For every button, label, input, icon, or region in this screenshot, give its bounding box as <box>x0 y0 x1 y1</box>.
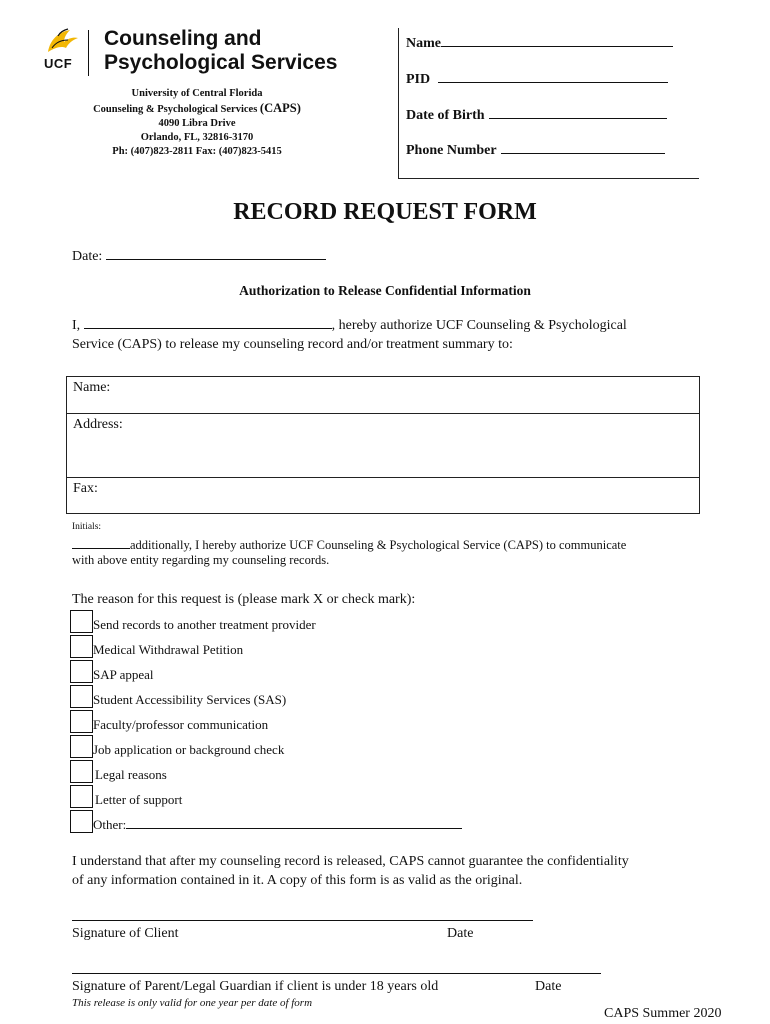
phone-label: Phone Number <box>406 143 497 158</box>
address-phone-fax: Ph: (407)823-2811 Fax: (407)823-5415 <box>112 146 282 157</box>
other-line[interactable] <box>126 817 462 829</box>
checkbox[interactable] <box>70 735 93 758</box>
patient-name-field[interactable] <box>406 34 673 52</box>
recipient-address-label: Address: <box>73 417 123 432</box>
pid-line[interactable] <box>438 70 668 83</box>
address-department <box>72 101 322 117</box>
address-caps-abbrev: (CAPS) <box>259 101 301 115</box>
reason-label: The reason for this request is (please mark X or check mark): <box>72 592 416 607</box>
guardian-date-label: Date <box>535 979 562 994</box>
checkbox[interactable] <box>70 635 93 658</box>
option-label: Send records to another treatment provider <box>93 617 316 632</box>
option-label: Job application or background check <box>93 742 285 757</box>
option-label: Medical Withdrawal Petition <box>93 642 244 657</box>
client-signature-label: Signature of Client <box>72 926 179 941</box>
recipient-name-field[interactable] <box>67 377 699 413</box>
client-signature-line[interactable] <box>72 920 533 921</box>
address-university: University of Central Florida <box>131 88 263 99</box>
checkbox[interactable] <box>70 685 93 708</box>
address-block <box>72 87 322 159</box>
guardian-signature-line[interactable] <box>72 973 601 974</box>
authorization-heading: Authorization to Release Confidential Information <box>239 283 531 298</box>
form-date-field[interactable] <box>72 248 326 265</box>
form-title: RECORD REQUEST FORM <box>233 199 537 225</box>
form-date-label: Date: <box>72 249 103 264</box>
checkbox[interactable] <box>70 760 93 783</box>
pid-label: PID <box>406 72 431 87</box>
org-title-line2: Psychological Services <box>104 51 338 74</box>
option-label: Letter of support <box>95 792 183 807</box>
patient-name-label: Name <box>406 36 441 51</box>
phone-field[interactable] <box>406 141 665 159</box>
org-title-line1: Counseling and <box>104 27 262 50</box>
additional-text-line1: additionally, I hereby authorize UCF Counseling & Psychological Service (CAPS) to communicate <box>130 538 627 552</box>
patient-name-line[interactable] <box>441 34 673 47</box>
address-street: 4090 Libra Drive <box>158 118 236 129</box>
checkbox[interactable] <box>70 610 93 633</box>
option-label <box>93 817 462 833</box>
dob-line[interactable] <box>489 106 667 119</box>
authorization-text <box>72 316 712 354</box>
ucf-logo-text: UCF <box>44 56 73 71</box>
validity-note: This release is only valid for one year per date of form <box>72 997 313 1009</box>
initials-label: Initials: <box>72 522 102 532</box>
authorization-line1 <box>72 316 712 335</box>
authorization-prefix: I, <box>72 318 81 333</box>
checkbox[interactable] <box>70 660 93 683</box>
phone-line[interactable] <box>501 141 665 154</box>
statement-line2: of any information contained in it. A copy of this form is as valid as the original. <box>72 873 523 888</box>
logo-divider <box>88 30 89 76</box>
org-title <box>104 27 337 75</box>
initials-line[interactable] <box>72 537 130 549</box>
additional-text-line2: with above entity regarding my counseling records. <box>72 553 330 567</box>
checkbox[interactable] <box>70 810 93 833</box>
dob-label: Date of Birth <box>406 108 485 123</box>
form-version-footer: CAPS Summer 2020 <box>604 1006 722 1021</box>
recipient-fax-label: Fax: <box>73 481 98 496</box>
dob-field[interactable] <box>406 106 667 124</box>
option-label: SAP appeal <box>93 667 154 682</box>
checkbox[interactable] <box>70 710 93 733</box>
form-date-line[interactable] <box>106 248 326 260</box>
address-city: Orlando, FL, 32816-3170 <box>140 132 254 143</box>
client-date-label: Date <box>447 926 474 941</box>
checkbox[interactable] <box>70 785 93 808</box>
statement-line1: I understand that after my counseling record is released, CAPS cannot guarantee the confidentiality <box>72 854 629 869</box>
address-department-name: Counseling & Psychological Services <box>93 104 260 115</box>
other-label: Other: <box>93 817 127 832</box>
patient-info-box <box>398 28 699 179</box>
authorization-line2: Service (CAPS) to release my counseling record and/or treatment summary to: <box>72 337 513 352</box>
additional-authorization <box>72 537 712 568</box>
option-label: Faculty/professor communication <box>93 717 269 732</box>
recipient-address-field[interactable] <box>67 414 699 477</box>
recipient-fax-field[interactable] <box>67 478 699 513</box>
option-label: Legal reasons <box>95 767 167 782</box>
additional-line1 <box>72 537 712 553</box>
pid-field[interactable] <box>406 70 668 88</box>
option-label: Student Accessibility Services (SAS) <box>93 692 287 707</box>
recipient-name-label: Name: <box>73 380 111 395</box>
client-name-line[interactable] <box>84 317 332 329</box>
guardian-signature-label: Signature of Parent/Legal Guardian if client is under 18 years old <box>72 979 439 994</box>
authorization-suffix: , hereby authorize UCF Counseling & Psychological <box>331 318 627 333</box>
release-statement <box>72 852 722 890</box>
recipient-box <box>66 376 700 514</box>
